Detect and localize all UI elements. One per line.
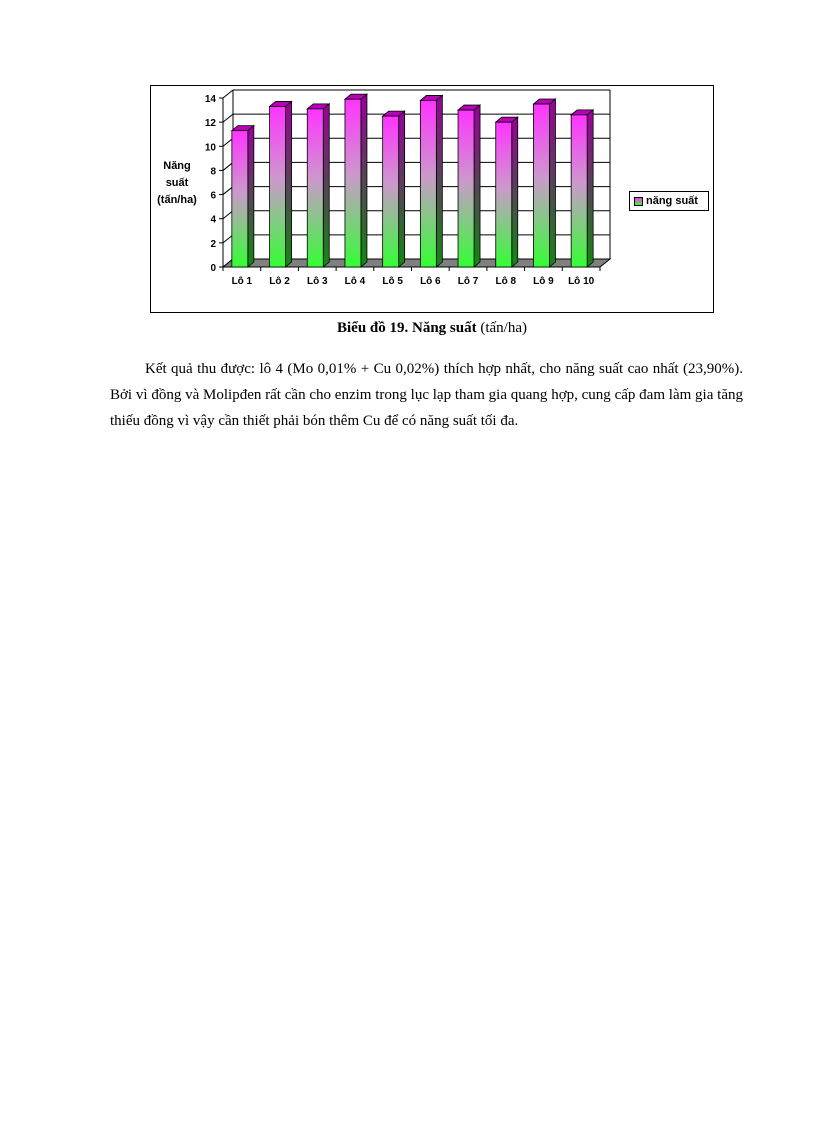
bar-5 xyxy=(383,111,405,267)
bar-side xyxy=(436,95,442,267)
caption-unit: (tấn/ha) xyxy=(476,320,527,336)
bar-side xyxy=(474,105,480,267)
x-tick-label: Lô 10 xyxy=(568,276,595,287)
bar-side xyxy=(512,117,518,267)
x-tick-label: Lô 9 xyxy=(533,276,554,287)
bar-8 xyxy=(496,117,518,267)
y-tick-label: 12 xyxy=(204,118,216,130)
x-tick-label: Lô 5 xyxy=(382,276,403,287)
bar-front xyxy=(496,122,512,267)
legend-label: năng suất xyxy=(646,195,698,207)
bar-side xyxy=(286,101,292,267)
body-paragraph: Kết quả thu được: lô 4 (Mo 0,01% + Cu 0,02%) thích hợp nhất, cho năng suất cao nhất (23,90%). Bởi vì đồng và Molipđen rất cần cho enzim trong lục lạp tham gia quang hợp, cung cấp đam làm gia tăng thiếu đồng vì vậy cần thiết phải bón thêm Cu để có năng suất tối đa. xyxy=(110,361,743,429)
y-axis-label-line: suất xyxy=(165,177,189,189)
x-tick-label: Lô 3 xyxy=(306,276,328,287)
bar-front xyxy=(270,106,286,267)
bar-1 xyxy=(232,126,254,267)
bar-side xyxy=(248,126,254,267)
bar-10 xyxy=(571,110,593,267)
y-tick-label: 8 xyxy=(210,166,216,178)
bar-side xyxy=(361,94,367,267)
y-tick-label: 2 xyxy=(210,238,216,250)
bar-front xyxy=(571,115,587,267)
bar-side xyxy=(323,104,329,267)
y-tick-label: 6 xyxy=(210,190,216,202)
x-tick-label: Lô 8 xyxy=(495,276,517,287)
bar-side xyxy=(549,99,555,267)
bar-front xyxy=(533,104,549,267)
x-tick-label: Lô 6 xyxy=(420,276,441,287)
bar-front xyxy=(307,109,323,267)
bar-front xyxy=(232,131,248,267)
bar-3 xyxy=(307,104,329,267)
x-tick-label: Lô 1 xyxy=(231,276,253,287)
bar-side xyxy=(399,111,405,267)
y-axis-label-line: Năng xyxy=(163,160,191,172)
bar-9 xyxy=(533,99,555,267)
figure-caption xyxy=(150,320,714,337)
gridline-diagonal xyxy=(223,114,233,122)
y-axis-label-line: (tấn/ha) xyxy=(157,194,197,206)
bar-6 xyxy=(420,95,442,267)
bar-layer xyxy=(232,94,593,267)
bar-front xyxy=(420,100,436,267)
x-tick-label: Lô 4 xyxy=(344,276,366,287)
bar-side xyxy=(587,110,593,267)
legend-swatch xyxy=(634,197,643,206)
bar-2 xyxy=(270,101,292,267)
gridline-diagonal xyxy=(223,90,233,98)
y-tick-label: 0 xyxy=(210,263,216,274)
y-axis-label xyxy=(153,158,201,209)
bar-front xyxy=(458,110,474,267)
bar-front xyxy=(383,116,399,267)
x-tick-label: Lô 7 xyxy=(457,276,479,287)
bar-front xyxy=(345,99,361,267)
y-tick-label: 14 xyxy=(204,94,216,105)
x-tick-label: Lô 2 xyxy=(269,276,290,287)
bar-4 xyxy=(345,94,367,267)
caption-title: Biểu đồ 19. Năng suất xyxy=(336,320,477,336)
y-tick-label: 4 xyxy=(210,214,216,226)
bar-7 xyxy=(458,105,480,267)
legend xyxy=(629,191,709,211)
y-tick-label: 10 xyxy=(204,142,216,154)
